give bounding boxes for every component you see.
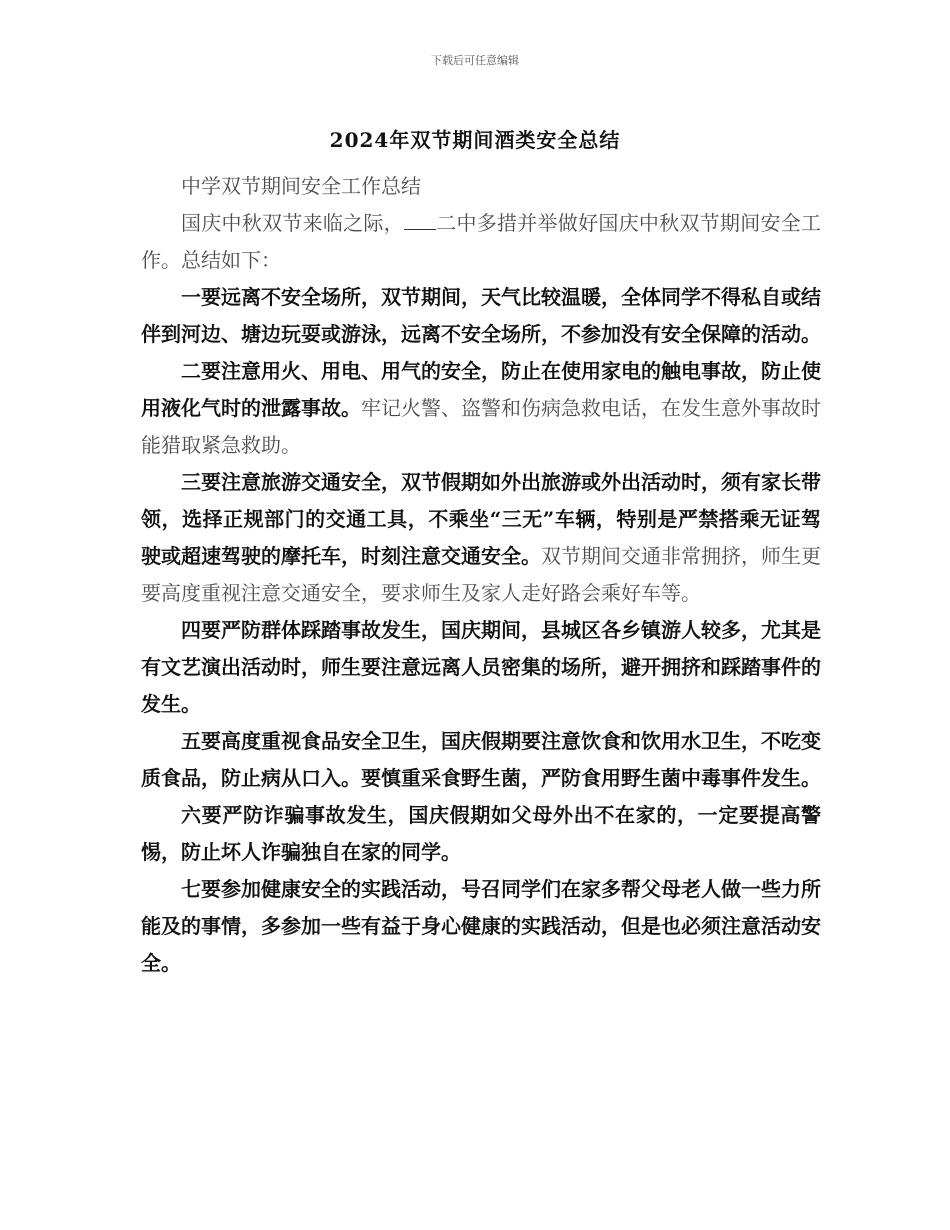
- paragraph-6-bold: 六要严防诈骗事故发生，国庆假期如父母外出不在家的，一定要提高警惕，防止坏人诈骗独自在家的同学。: [141, 803, 821, 864]
- paragraph-1-bold: 一要远离不安全场所，双节期间，天气比较温暖，全体同学不得私自或结伴到河边、塘边玩耍或游泳，远离不安全场所，不参加没有安全保障的活动。: [141, 285, 821, 346]
- fill-in-blank: [404, 211, 436, 230]
- paragraph-3: [141, 464, 821, 612]
- paragraph-7-bold: 七要参加健康安全的实践活动，号召同学们在家多帮父母老人做一些力所能及的事情，多参加一些有益于身心健康的实践活动，但是也必须注意活动安全。: [141, 877, 821, 975]
- intro-text-after-blank: 二中多措并举做好国庆中秋双节期间安全工作。总结如下：: [141, 211, 822, 272]
- paragraph-6: [141, 797, 821, 871]
- paragraph-2: [141, 353, 821, 464]
- paragraph-3-normal: 双节期间交通非常拥挤，师生更要高度重视注意交通安全，要求师生及家人走好路会乘好车等。: [141, 544, 821, 605]
- header-note: 下载后可任意编辑: [431, 54, 519, 67]
- document-body: [141, 168, 821, 982]
- document-title: 2024年双节期间酒类安全总结: [329, 128, 621, 152]
- paragraph-7: [141, 871, 821, 982]
- intro-paragraph: [141, 205, 821, 279]
- paragraph-4: [141, 612, 821, 723]
- document-subtitle: 中学双节期间安全工作总结: [181, 174, 421, 198]
- paragraph-5: [141, 723, 821, 797]
- paragraph-5-bold: 五要高度重视食品安全卫生，国庆假期要注意饮食和饮用水卫生，不吃变质食品，防止病从口入。要慎重采食野生菌，严防食用野生菌中毒事件发生。: [141, 729, 821, 790]
- intro-text-before-blank: 国庆中秋双节来临之际，: [181, 211, 404, 235]
- paragraph-3-bold: 三要注意旅游交通安全，双节假期如外出旅游或外出活动时，须有家长带领，选择正规部门的交通工具，不乘坐“三无”车辆，特别是严禁搭乘无证驾驶或超速驾驶的摩托车，时刻注意交通安全。: [141, 470, 821, 568]
- paragraph-2-normal: 牢记火警、盗警和伤病急救电话，在发生意外事故时能猎取紧急救助。: [141, 396, 821, 457]
- paragraph-1: [141, 279, 821, 353]
- paragraph-4-bold: 四要严防群体踩踏事故发生，国庆期间，县城区各乡镇游人较多，尤其是有文艺演出活动时，师生要注意远离人员密集的场所，避开拥挤和踩踏事件的发生。: [141, 618, 821, 716]
- paragraph-2-bold: 二要注意用火、用电、用气的安全，防止在使用家电的触电事故，防止使用液化气时的泄露事故。: [141, 359, 821, 420]
